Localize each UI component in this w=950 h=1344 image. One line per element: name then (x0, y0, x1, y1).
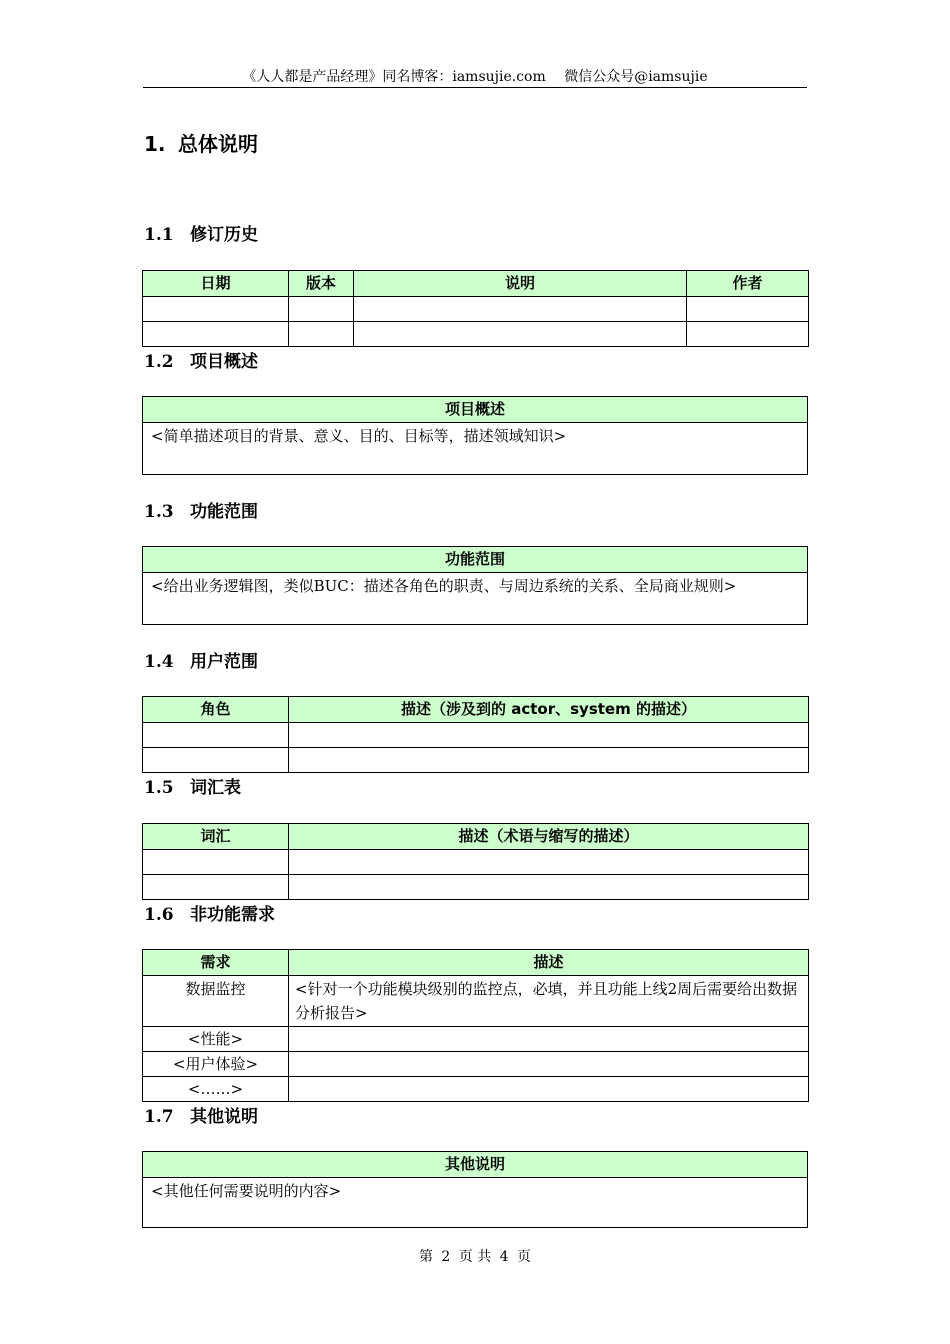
table-cell[interactable] (143, 875, 289, 900)
table-header-row (143, 950, 809, 976)
requirement-name[interactable]: <用户体验> (143, 1052, 289, 1077)
table-row (143, 1178, 808, 1228)
requirement-description[interactable] (289, 1077, 809, 1102)
section-title: 用户范围 (190, 652, 258, 672)
other-notes-table (142, 1151, 808, 1228)
heading-1-title: 总体说明 (178, 132, 258, 156)
table-row (143, 1027, 809, 1052)
page-header: 《人人都是产品经理》同名博客：iamsujie.com 微信公众号@iamsujie (242, 69, 708, 85)
requirement-name[interactable]: 数据监控 (143, 976, 289, 1027)
section-title: 其他说明 (190, 1107, 258, 1127)
section-1-3-heading (144, 500, 258, 524)
section-number: 1.7 (144, 1107, 174, 1127)
table-row (143, 875, 809, 900)
user-scope-table (142, 696, 809, 773)
table-cell[interactable] (354, 297, 687, 322)
table-row (143, 723, 809, 748)
table-row (143, 1077, 809, 1102)
column-header-description: 说明 (354, 271, 687, 297)
section-number: 1.5 (144, 778, 174, 798)
section-title: 词汇表 (190, 778, 241, 798)
requirement-name[interactable]: <……> (143, 1077, 289, 1102)
table-cell[interactable] (143, 297, 289, 322)
section-number: 1.1 (144, 225, 174, 245)
footer-prefix: 第 (418, 1249, 433, 1265)
footer-total-pages: 4 (499, 1249, 509, 1265)
column-header-requirement: 需求 (143, 950, 289, 976)
table-row (143, 850, 809, 875)
footer-page-number: 2 (441, 1249, 451, 1265)
project-overview-table (142, 396, 808, 475)
footer-suffix: 页 (517, 1249, 532, 1265)
heading-1-number: 1. (144, 132, 166, 156)
table-header-row (143, 697, 809, 723)
section-number: 1.4 (144, 652, 174, 672)
page-footer (143, 1247, 807, 1267)
table-cell[interactable] (143, 748, 289, 773)
scope-body[interactable]: <给出业务逻辑图，类似BUC：描述各角色的职责、与周边系统的关系、全局商业规则> (143, 573, 808, 625)
section-1-4-heading (144, 650, 258, 674)
column-header-description: 描述 (289, 950, 809, 976)
footer-mid: 页 共 (458, 1249, 492, 1265)
section-1-6-heading (144, 903, 275, 927)
revision-history-table (142, 270, 809, 347)
table-row (143, 297, 809, 322)
requirement-description[interactable] (289, 1027, 809, 1052)
section-1-1-heading (144, 223, 258, 247)
table-header-row (143, 1152, 808, 1178)
table-cell[interactable] (143, 723, 289, 748)
section-title: 项目概述 (190, 352, 258, 372)
section-1-2-heading (144, 350, 258, 374)
function-scope-table (142, 546, 808, 625)
requirement-name[interactable]: <性能> (143, 1027, 289, 1052)
heading-1 (144, 130, 258, 158)
overview-header: 项目概述 (143, 397, 808, 423)
column-header-author: 作者 (687, 271, 809, 297)
other-notes-body[interactable]: <其他任何需要说明的内容> (143, 1178, 808, 1228)
header-rule (143, 87, 807, 88)
section-title: 非功能需求 (190, 905, 275, 925)
table-header-row (143, 824, 809, 850)
table-row (143, 748, 809, 773)
requirement-description[interactable]: <针对一个功能模块级别的监控点，必填，并且功能上线2周后需要给出数据分析报告> (289, 976, 809, 1027)
glossary-table (142, 823, 809, 900)
table-row (143, 573, 808, 625)
table-row (143, 322, 809, 347)
table-header-row (143, 547, 808, 573)
non-functional-requirements-table (142, 949, 809, 1102)
section-1-7-heading (144, 1105, 258, 1129)
table-cell[interactable] (289, 875, 809, 900)
table-cell[interactable] (687, 322, 809, 347)
table-header-row (143, 397, 808, 423)
section-1-5-heading (144, 776, 241, 800)
table-row (143, 423, 808, 475)
table-cell[interactable] (289, 322, 354, 347)
section-number: 1.3 (144, 502, 174, 522)
table-cell[interactable] (289, 723, 809, 748)
overview-body[interactable]: <简单描述项目的背景、意义、目的、目标等，描述领域知识> (143, 423, 808, 475)
table-header-row (143, 271, 809, 297)
section-title: 功能范围 (190, 502, 258, 522)
table-cell[interactable] (289, 297, 354, 322)
column-header-term: 词汇 (143, 824, 289, 850)
scope-header: 功能范围 (143, 547, 808, 573)
table-cell[interactable] (143, 850, 289, 875)
column-header-description: 描述（涉及到的 actor、system 的描述） (289, 697, 809, 723)
section-number: 1.2 (144, 352, 174, 372)
section-number: 1.6 (144, 905, 174, 925)
requirement-description[interactable] (289, 1052, 809, 1077)
table-cell[interactable] (354, 322, 687, 347)
column-header-role: 角色 (143, 697, 289, 723)
table-row (143, 1052, 809, 1077)
table-cell[interactable] (289, 850, 809, 875)
column-header-version: 版本 (289, 271, 354, 297)
table-cell[interactable] (143, 322, 289, 347)
other-notes-header: 其他说明 (143, 1152, 808, 1178)
column-header-description: 描述（术语与缩写的描述） (289, 824, 809, 850)
section-title: 修订历史 (190, 225, 258, 245)
table-row (143, 976, 809, 1027)
table-cell[interactable] (289, 748, 809, 773)
table-cell[interactable] (687, 297, 809, 322)
column-header-date: 日期 (143, 271, 289, 297)
